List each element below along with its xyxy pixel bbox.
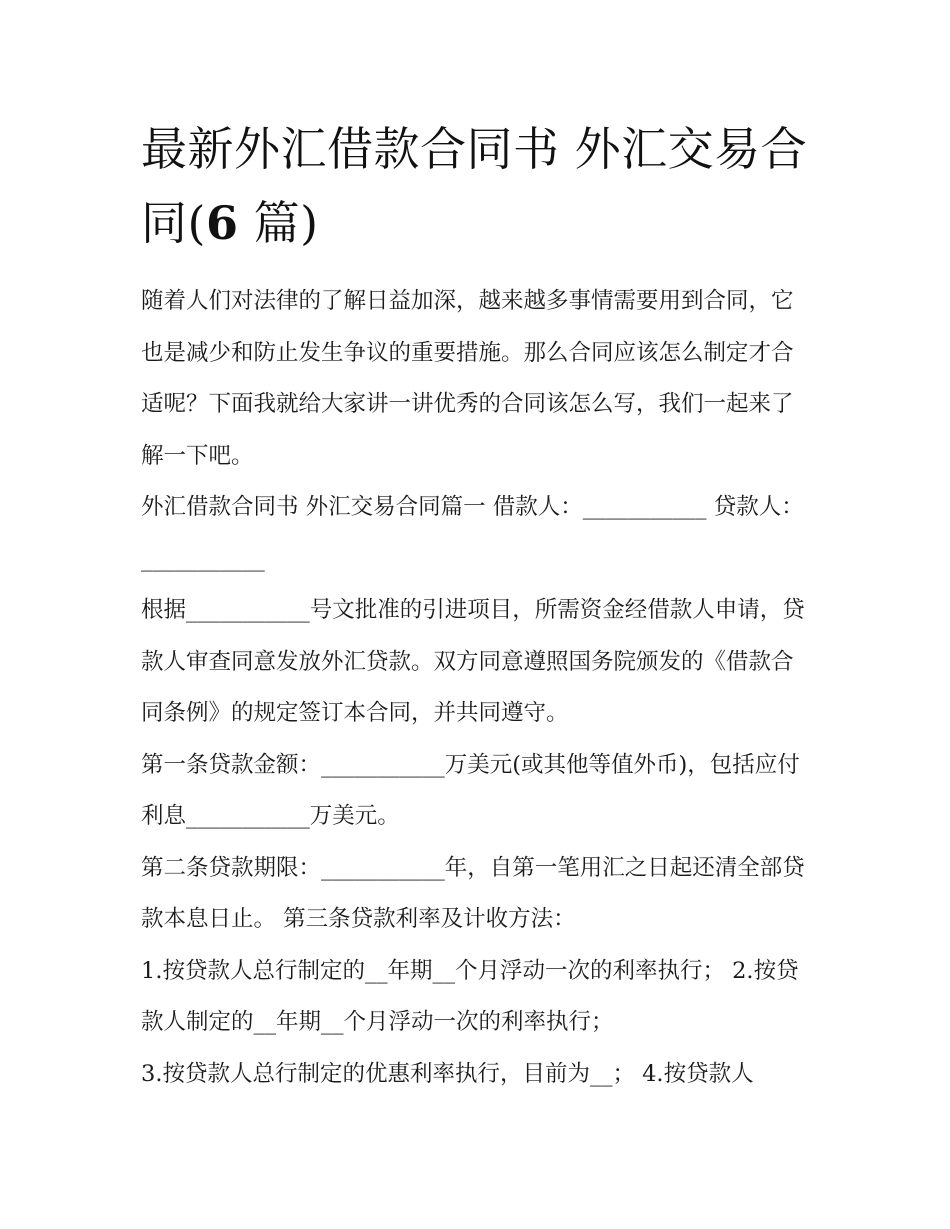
intro-paragraph: 随着人们对法律的了解日益加深，越来越多事情需要用到合同，它也是减少和防止发生争议的重要措施。那么合同应该怎么制定才合适呢？下面我就给大家讲一讲优秀的合同该怎么写，我们一起来了解一下吧。 [141,288,794,469]
document-body [141,276,813,1100]
title-tail-text: 篇) [238,196,319,250]
document-content [141,112,813,1100]
title-main-text: 最新外汇借款合同书 外汇交易合同( [141,122,808,250]
rate-options-3-4: 3.按贷款人总行制定的优惠利率执行，目前为__； 4.按贷款人 [141,1060,754,1087]
document-title [141,112,813,260]
title-count: 6 [205,196,239,250]
rate-options-1-2: 1.按贷款人总行制定的__年期__个月浮动一次的利率执行； 2.按贷款人制定的__年期__个月浮动一次的利率执行； [141,957,799,1035]
basis-paragraph: 根据___________号文批准的引进项目，所需资金经借款人申请，贷款人审查同意发放外汇贷款。双方同意遵照国务院颁发的《借款合同条例》的规定签订本合同，并共同遵守。 [141,597,805,726]
article-1-amount: 第一条贷款金额：___________万美元(或其他等值外币)，包括应付利息___________万美元。 [141,751,800,829]
article-2-term: 第二条贷款期限：___________年，自第一笔用汇之日起还清全部贷款本息日止。 第三条贷款利率及计收方法： [141,854,805,932]
parties-paragraph: 外汇借款合同书 外汇交易合同篇一 借款人：___________ 贷款人：___________ [141,494,804,572]
